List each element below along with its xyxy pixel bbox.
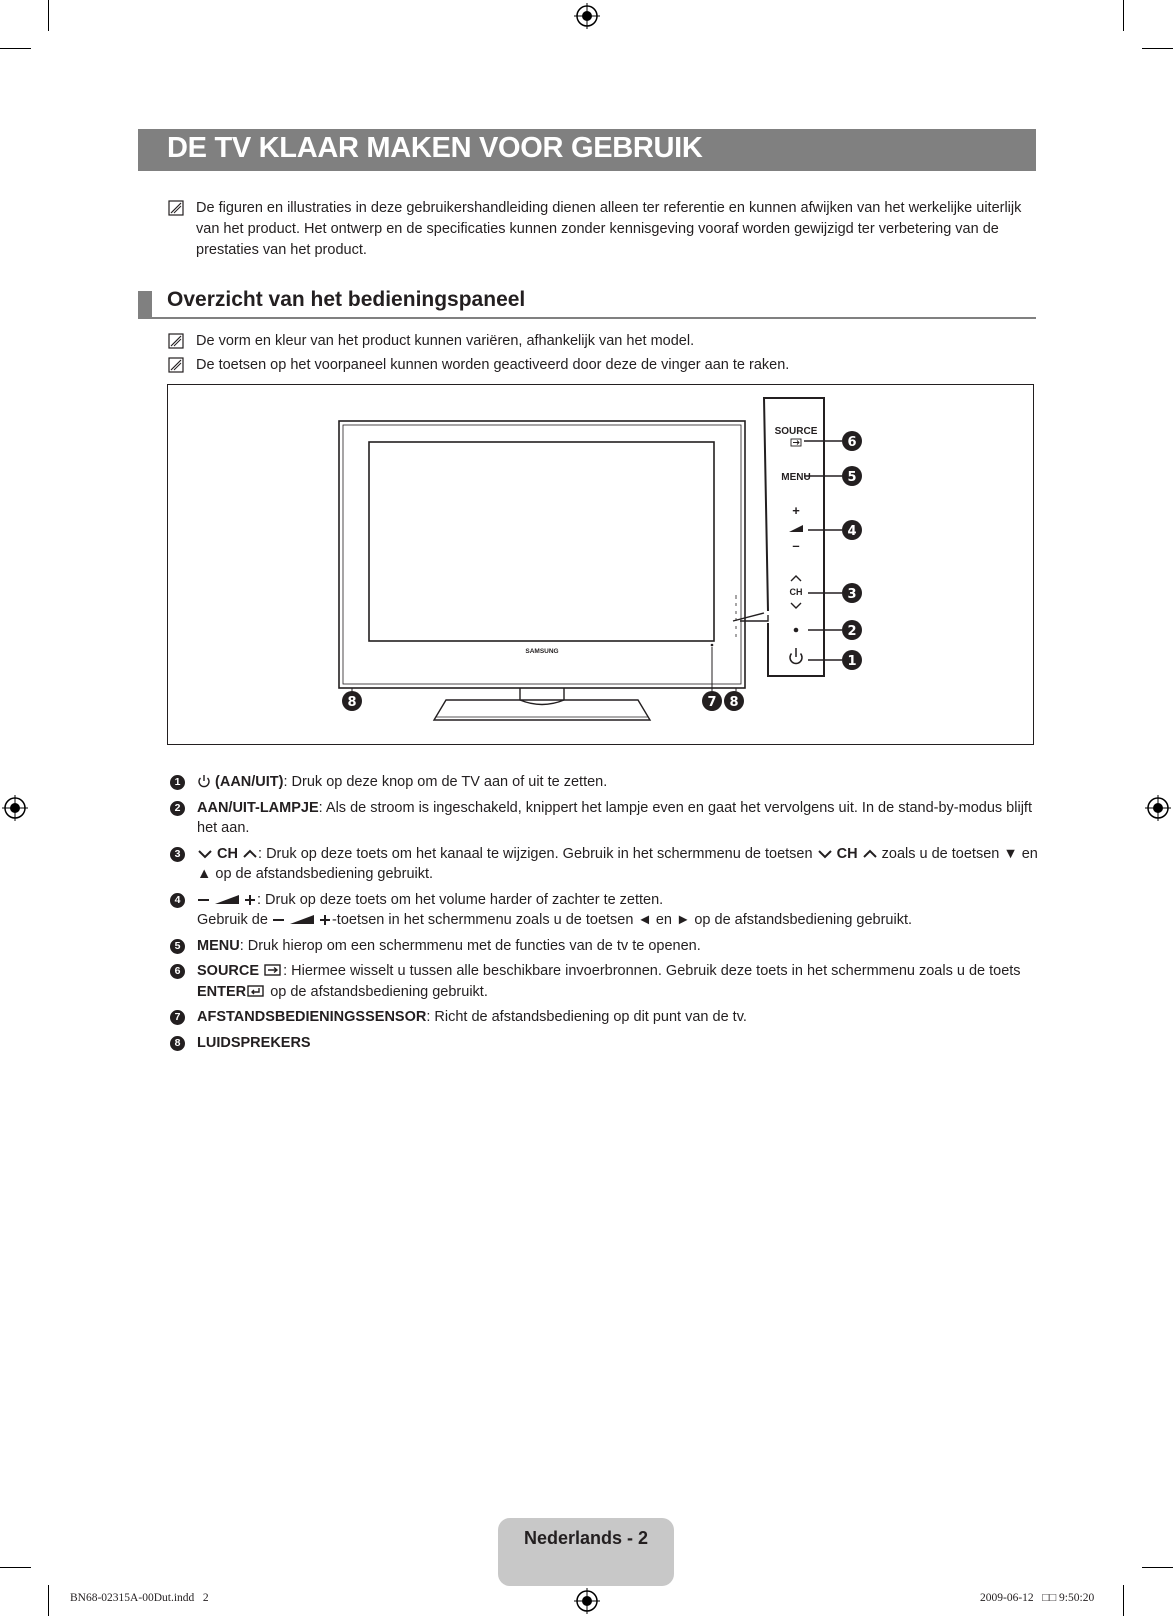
section-divider	[138, 317, 1036, 319]
item-title: MENU	[197, 937, 240, 954]
registration-mark-icon	[2, 795, 28, 821]
footer-timestamp: 2009-06-12 □□ 9:50:20	[980, 1592, 1095, 1604]
callout-2	[842, 620, 862, 640]
item-title-2: CH	[836, 845, 858, 862]
item-title: (AAN/UIT)	[215, 774, 284, 790]
tv-brand-label: SAMSUNG	[525, 648, 559, 655]
svg-text:4: 4	[847, 524, 857, 539]
item-number: 2	[170, 801, 185, 816]
item-text-2: zoals u de toetsen ▼ en ▲ op de afstandsbediening gebruikt.	[197, 845, 1038, 882]
item-text: : Hiermee wisselt u tussen alle beschikbare invoerbronnen. Gebruik deze toets in het schermmenu zoals u de toets	[283, 963, 1021, 979]
control-description-list	[170, 772, 1040, 1058]
crop-mark	[48, 1585, 49, 1616]
note-icon	[168, 333, 184, 349]
note-icon	[168, 200, 184, 216]
chevron-up-icon	[242, 848, 258, 860]
svg-text:2: 2	[847, 624, 857, 639]
item-text: : Als de stroom is ingeschakeld, knippert het lampje even en gaat het vervolgens uit. In de stand-by-modus blijft het aan.	[197, 799, 1032, 836]
power-icon	[790, 648, 802, 663]
item-text: : Druk hierop om een schermmenu met de functies van de tv te openen.	[239, 937, 701, 954]
chevron-up-icon	[791, 576, 801, 581]
crop-mark	[1123, 0, 1124, 31]
item-text-2a: Gebruik de	[197, 912, 268, 928]
svg-text:7: 7	[707, 695, 717, 710]
volume-control-icon	[272, 912, 332, 926]
callout-6	[842, 431, 862, 451]
item-text: : Druk op deze toets om het kanaal te wijzigen. Gebruik in het schermmenu de toetsen	[258, 845, 813, 862]
callout-8-left	[342, 691, 362, 711]
control-panel-diagram	[167, 384, 1034, 745]
item-number: 7	[170, 1010, 185, 1025]
registration-mark-icon	[574, 1588, 600, 1614]
crop-mark	[48, 0, 49, 31]
panel-volume-minus: –	[792, 538, 800, 553]
callout-3	[842, 583, 862, 603]
list-item	[170, 798, 1040, 839]
svg-text:5: 5	[847, 470, 857, 485]
item-text-2b: -toetsen in het schermmenu zoals u de toetsen ◄ en ► op de afstandsbediening gebruikt.	[331, 912, 913, 928]
remote-sensor-dot	[711, 644, 714, 647]
page-title-bar	[138, 129, 1036, 171]
item-number: 4	[170, 893, 185, 908]
svg-text:6: 6	[847, 435, 857, 450]
footer-file-name: BN68-02315A-00Dut.indd 2	[70, 1592, 209, 1604]
section-marker	[138, 291, 152, 318]
item-number: 5	[170, 939, 185, 954]
list-item	[170, 844, 1040, 885]
registration-mark-icon	[574, 3, 600, 29]
tv-frame-inner	[343, 425, 741, 684]
source-icon	[791, 439, 801, 446]
item-number: 8	[170, 1036, 185, 1051]
crop-mark	[0, 1567, 31, 1568]
power-icon	[197, 774, 211, 788]
power-led-dot	[794, 628, 799, 633]
list-item	[170, 1033, 1040, 1054]
source-icon	[263, 963, 283, 977]
tv-screen	[369, 442, 714, 641]
item-title: AAN/UIT-LAMPJE	[197, 799, 319, 816]
chevron-down-icon	[791, 603, 801, 608]
callout-5	[842, 466, 862, 486]
item-title: CH	[217, 845, 238, 862]
list-item	[170, 961, 1040, 1002]
item-title: AFSTANDSBEDIENINGSSENSOR	[197, 1009, 427, 1025]
list-item	[170, 1007, 1040, 1028]
tv-stand-neck	[520, 688, 564, 705]
svg-text:1: 1	[847, 654, 857, 669]
svg-text:8: 8	[729, 695, 739, 710]
page-title: DE TV KLAAR MAKEN VOOR GEBRUIK	[167, 132, 703, 164]
item-number: 3	[170, 847, 185, 862]
page-number-tab	[498, 1518, 674, 1586]
section-title: Overzicht van het bedieningspaneel	[167, 288, 526, 311]
callout-7	[702, 691, 722, 711]
item-text: : Richt de afstandsbediening op dit punt van de tv.	[426, 1009, 747, 1025]
panel-source-label: SOURCE	[774, 426, 818, 437]
crop-mark	[0, 48, 31, 49]
callout-8-right	[724, 691, 744, 711]
item-number: 1	[170, 775, 185, 790]
callout-4	[842, 520, 862, 540]
list-item	[170, 936, 1040, 957]
item-title: LUIDSPREKERS	[197, 1034, 311, 1051]
chevron-up-icon	[862, 848, 878, 860]
svg-text:3: 3	[847, 587, 857, 602]
item-number: 6	[170, 964, 185, 979]
callout-1	[842, 650, 862, 670]
panel-volume-plus: +	[792, 503, 800, 518]
panel-menu-label: MENU	[781, 472, 811, 483]
svg-text:8: 8	[347, 695, 357, 710]
item-text: : Druk op deze knop om de TV aan of uit te zetten.	[283, 774, 608, 790]
list-item	[170, 772, 1040, 793]
volume-icon	[789, 525, 803, 532]
item-title: SOURCE	[197, 963, 260, 979]
volume-control-icon	[197, 892, 257, 906]
item-text-2: op de afstandsbediening gebruikt.	[270, 983, 488, 1000]
item-title-2: ENTER	[197, 983, 247, 1000]
section-note-text: De vorm en kleur van het product kunnen variëren, afhankelijk van het model.	[196, 333, 695, 349]
intro-note-text: De figuren en illustraties in deze gebruikershandleiding dienen alleen ter referentie en kunnen afwijken van het werkelijke uiterlijk van het product. Het ontwerp en de specificaties kunnen zonder kennisgeving vooraf worden gewijzigd ter verbetering van de prestaties van het product.	[196, 200, 1022, 258]
registration-mark-icon	[1145, 795, 1171, 821]
crop-mark	[1123, 1585, 1124, 1616]
section-note-text: De toetsen op het voorpaneel kunnen worden geactiveerd door deze de vinger aan te raken.	[196, 357, 790, 373]
chevron-down-icon	[197, 848, 213, 860]
item-text: : Druk op deze toets om het volume harder of zachter te zetten.	[257, 891, 664, 908]
crop-mark	[1142, 1567, 1173, 1568]
chevron-down-icon	[817, 848, 833, 860]
control-panel-enlarged	[764, 398, 824, 676]
panel-ch-label: CH	[789, 587, 803, 597]
page-number: Nederlands - 2	[523, 1528, 649, 1548]
crop-mark	[1142, 48, 1173, 49]
tv-illustration	[168, 385, 1033, 744]
enter-icon	[246, 984, 266, 998]
list-item	[170, 890, 1040, 931]
note-icon	[168, 357, 184, 373]
